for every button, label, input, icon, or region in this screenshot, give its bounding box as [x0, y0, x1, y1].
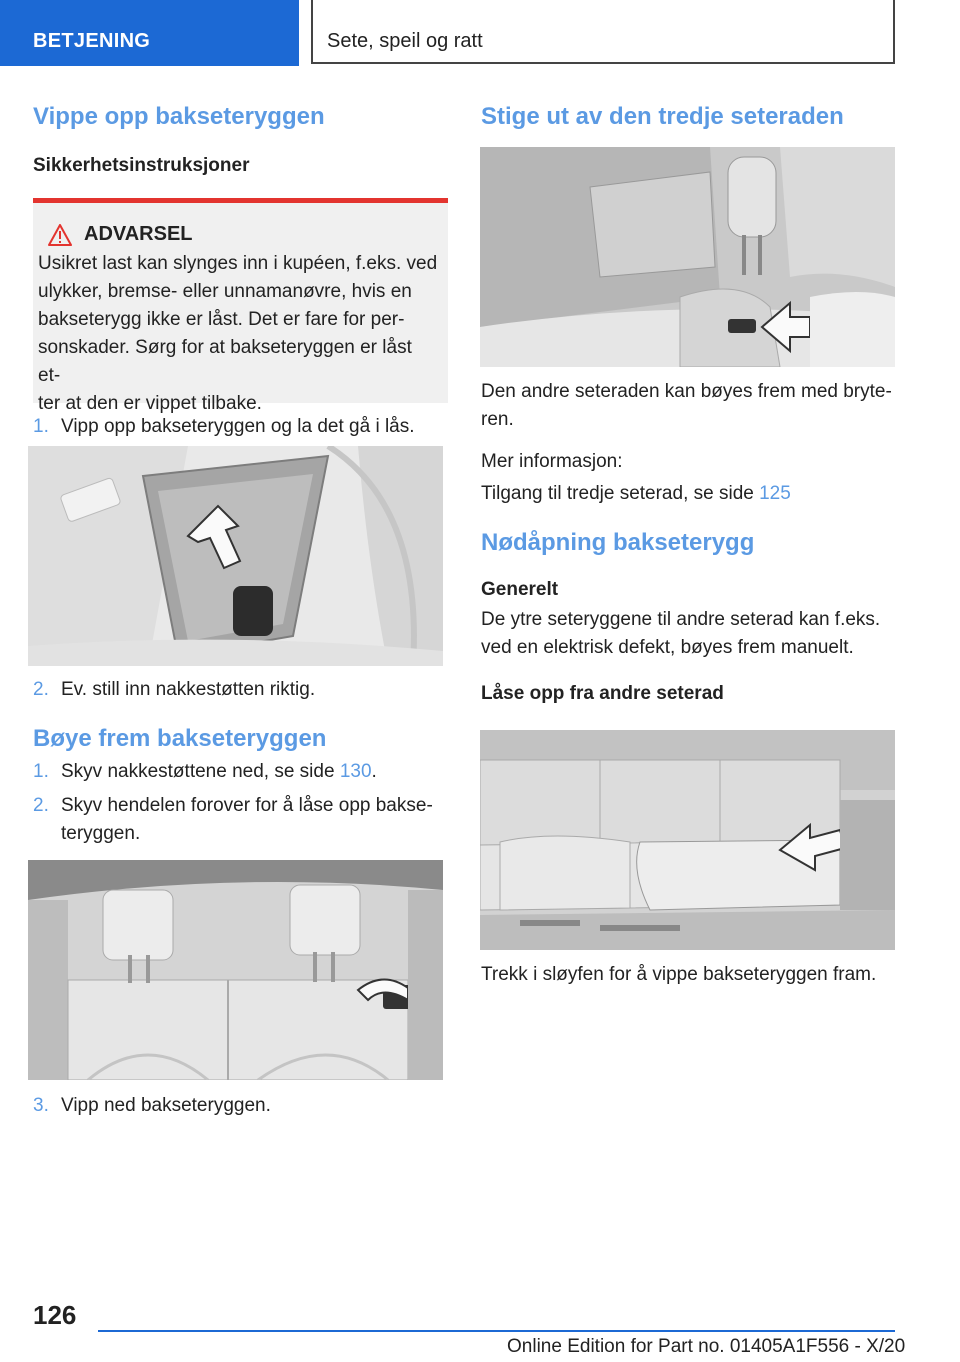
step-number: 3. — [33, 1095, 49, 1116]
heading-tip-up: Vippe opp bakseteryggen — [33, 103, 325, 130]
seatback-latch-illustration — [28, 446, 443, 666]
step-number: 1. — [33, 416, 49, 437]
page-link[interactable]: 130 — [339, 761, 372, 782]
general-text: De ytre seteryggene til andre seterad kan f.eks. ved en elektrisk defekt, bøyes frem manuelt. — [481, 609, 881, 658]
section-tab — [0, 0, 299, 66]
left-column-bottom — [33, 1092, 448, 1120]
step-item — [33, 676, 448, 704]
exit-text: Den andre seteraden kan bøyes frem med bryte- ren. — [481, 381, 892, 430]
warning-triangle-icon — [48, 224, 72, 246]
warning-line: sonskader. Sørg for at bakseteryggen er låst et- — [38, 337, 412, 386]
chapter-title: Sete, speil og ratt — [327, 30, 483, 52]
seat-loop-illustration — [480, 730, 895, 950]
step-number: 2. — [33, 795, 49, 816]
warning-title-row — [38, 223, 438, 246]
step-number: 2. — [33, 679, 49, 700]
step-item — [33, 758, 448, 786]
rear-seat-lever-illustration — [28, 860, 443, 1080]
unlock-heading: Låse opp fra andre seterad — [481, 683, 724, 704]
heading-emergency: Nødåpning bakseterygg — [481, 529, 755, 556]
warning-line: ter at den er vippet tilbake. — [38, 393, 262, 414]
section-title: BETJENING — [33, 30, 151, 52]
right-column — [481, 100, 896, 134]
footer-divider — [98, 1330, 895, 1332]
seat-loop-photo — [480, 730, 895, 950]
second-row-switch-illustration — [480, 147, 895, 367]
seatback-latch-photo — [28, 446, 443, 666]
edition-note: Online Edition for Part no. 01405A1F556 - X/20 — [507, 1336, 906, 1357]
step-number: 1. — [33, 761, 49, 782]
step-item — [33, 413, 448, 441]
page-number: 126 — [33, 1300, 77, 1330]
warning-box — [33, 198, 448, 414]
rear-seat-lever-photo — [28, 860, 443, 1080]
step-text: Skyv hendelen forover for å låse opp bakse- teryggen. — [61, 795, 433, 844]
step-text: Skyv nakkestøttene ned, se side 130. — [61, 761, 377, 782]
more-info-label: Mer informasjon: — [481, 451, 623, 472]
right-column-bottom — [481, 961, 896, 989]
step-text: Vipp ned bakseteryggen. — [61, 1095, 271, 1116]
heading-exit: Stige ut av den tredje seteraden — [481, 103, 844, 130]
warning-title: ADVARSEL — [84, 223, 193, 245]
safety-heading: Sikkerhetsinstruksjoner — [33, 155, 250, 176]
warning-line: Usikret last kan slynges inn i kupéen, f.eks. ved — [38, 253, 438, 274]
pull-loop-text: Trekk i sløyfen for å vippe bakseteryggen fram. — [481, 964, 877, 985]
step-item — [33, 792, 448, 848]
step-text: Ev. still inn nakkestøtten riktig. — [61, 679, 316, 700]
left-column — [33, 100, 448, 441]
warning-line: bakseterygg ikke er låst. Det er fare for per- — [38, 309, 405, 330]
general-heading: Generelt — [481, 579, 559, 600]
left-column-lower — [33, 676, 448, 848]
heading-fold: Bøye frem bakseteryggen — [33, 725, 327, 752]
chapter-tab — [311, 0, 895, 64]
access-reference: Tilgang til tredje seterad, se side 125 — [481, 483, 791, 504]
right-column-lower — [481, 378, 896, 708]
second-row-switch-photo — [480, 147, 895, 367]
page-link[interactable]: 125 — [759, 483, 791, 504]
step-item — [33, 1092, 448, 1120]
warning-line: ulykker, bremse- eller unnamanøvre, hvis en — [38, 281, 412, 302]
step-text: Vipp opp bakseteryggen og la det gå i lås. — [61, 416, 415, 437]
